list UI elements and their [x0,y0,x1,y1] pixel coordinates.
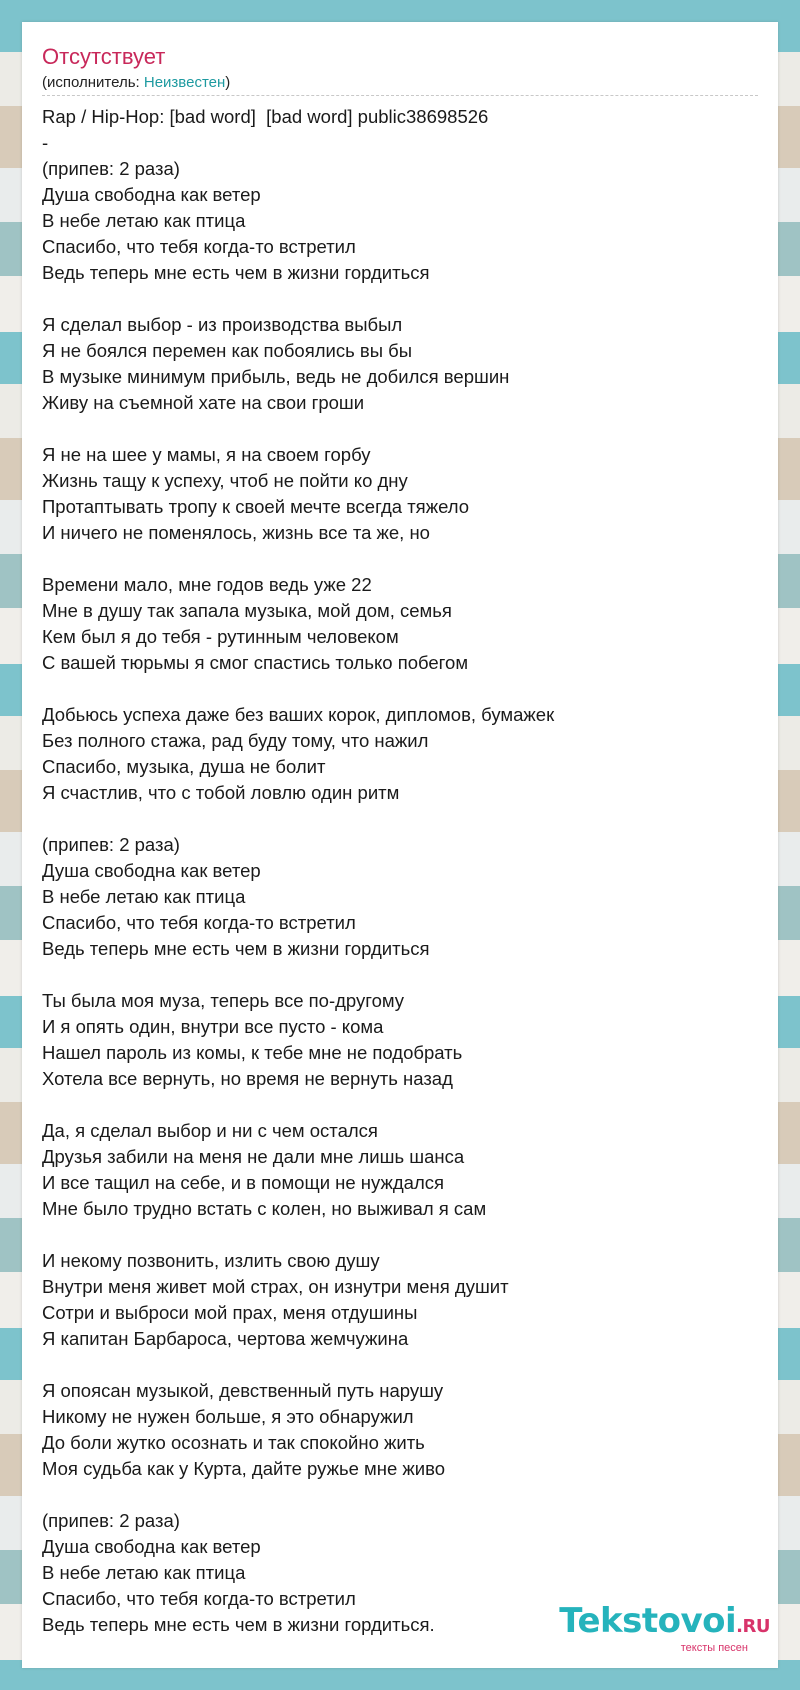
lyric-line: Протаптывать тропу к своей мечте всегда тяжело [42,496,470,517]
lyric-line: Я не на шее у мамы, я на своем горбу [42,444,371,465]
lyric-line: Спасибо, что тебя когда-то встретил [42,236,356,257]
lyric-line: (припев: 2 раза) [42,158,180,179]
lyric-line: С вашей тюрьмы я смог спастись только побегом [42,652,469,673]
lyric-line: В музыке минимум прибыль, ведь не добился вершин [42,366,510,387]
lyric-line: Ведь теперь мне есть чем в жизни гордиться [42,938,430,959]
lyric-line: - [42,132,49,153]
lyric-line: В небе летаю как птица [42,210,246,231]
lyric-line: Сотри и выброси мой прах, меня отдушины [42,1302,418,1323]
lyric-line: И ничего не поменялось, жизнь все та же, но [42,522,430,543]
lyric-line [42,1222,762,1248]
lyric-line: Мне было трудно встать с колен, но выживал я сам [42,1198,487,1219]
lyric-line: Спасибо, что тебя когда-то встретил [42,1588,356,1609]
lyric-line: Ведь теперь мне есть чем в жизни гордиться. [42,1614,435,1635]
lyric-line: И все тащил на себе, и в помощи не нуждался [42,1172,445,1193]
lyric-line: Спасибо, музыка, душа не болит [42,756,326,777]
lyric-line: Душа свободна как ветер [42,1536,261,1557]
lyric-line: Кем был я до тебя - рутинным человеком [42,626,399,647]
title-divider [42,95,758,96]
lyric-line [42,286,762,312]
lyric-line: Внутри меня живет мой страх, он изнутри меня душит [42,1276,509,1297]
lyric-line: Живу на съемной хате на свои гроши [42,392,365,413]
lyric-line: В небе летаю как птица [42,1562,246,1583]
lyric-line: Спасибо, что тебя когда-то встретил [42,912,356,933]
lyric-line: Нашел пароль из комы, к тебе мне не подобрать [42,1042,463,1063]
lyric-line: Я капитан Барбароса, чертова жемчужина [42,1328,409,1349]
logo-tagline: тексты песен [680,1642,748,1654]
artist-suffix: ) [225,74,231,91]
lyric-line: Друзья забили на меня не дали мне лишь шанса [42,1146,465,1167]
lyric-line: И я опять один, внутри все пусто - кома [42,1016,384,1037]
song-title: Отсутствует [42,44,166,69]
lyric-line: Жизнь тащу к успеху, чтоб не пойти ко дну [42,470,408,491]
lyric-line: Без полного стажа, рад буду тому, что нажил [42,730,429,751]
lyric-line [42,962,762,988]
lyric-line: В небе летаю как птица [42,886,246,907]
lyric-line: Добьюсь успеха даже без ваших корок, дипломов, бумажек [42,704,555,725]
lyric-line [42,416,762,442]
lyric-line: Я не боялся перемен как побоялись вы бы [42,340,413,361]
logo-tld: .RU [736,1616,770,1637]
lyrics-text [42,104,762,1638]
lyric-line: Моя судьба как у Курта, дайте ружье мне живо [42,1458,446,1479]
lyric-line [42,806,762,832]
lyric-line: Никому не нужен больше, я это обнаружил [42,1406,414,1427]
lyric-line [42,1092,762,1118]
logo-name: Tekstovoi [559,1601,737,1641]
lyric-line: Rap / Hip-Hop: [bad word] [bad word] public38698526 [42,106,489,127]
lyric-line: До боли жутко осознать и так спокойно жить [42,1432,425,1453]
lyric-line: Я сделал выбор - из производства выбыл [42,314,403,335]
lyric-line: (припев: 2 раза) [42,1510,180,1531]
lyric-line: Времени мало, мне годов ведь уже 22 [42,574,372,595]
lyric-line [42,1482,762,1508]
lyric-line: Ведь теперь мне есть чем в жизни гордиться [42,262,430,283]
lyric-line: Хотела все вернуть, но время не вернуть назад [42,1068,453,1089]
lyrics-card [22,22,778,1668]
artist-link[interactable]: Неизвестен [143,74,226,91]
site-logo[interactable] [559,1601,770,1654]
lyric-line: (припев: 2 раза) [42,834,180,855]
lyric-line: Я счастлив, что с тобой ловлю один ритм [42,782,400,803]
logo-wordmark [559,1601,770,1644]
lyric-line: Душа свободна как ветер [42,860,261,881]
lyric-line: Душа свободна как ветер [42,184,261,205]
lyric-line: Ты была моя муза, теперь все по-другому [42,990,405,1011]
artist-line [42,73,230,93]
lyric-line: Я опоясан музыкой, девственный путь нарушу [42,1380,444,1401]
artist-prefix: (исполнитель: [42,74,144,91]
lyric-line [42,546,762,572]
lyric-line: Мне в душу так запала музыка, мой дом, семья [42,600,452,621]
lyric-line [42,676,762,702]
lyric-line [42,1352,762,1378]
lyric-line: Да, я сделал выбор и ни с чем остался [42,1120,378,1141]
lyric-line: И некому позвонить, излить свою душу [42,1250,380,1271]
